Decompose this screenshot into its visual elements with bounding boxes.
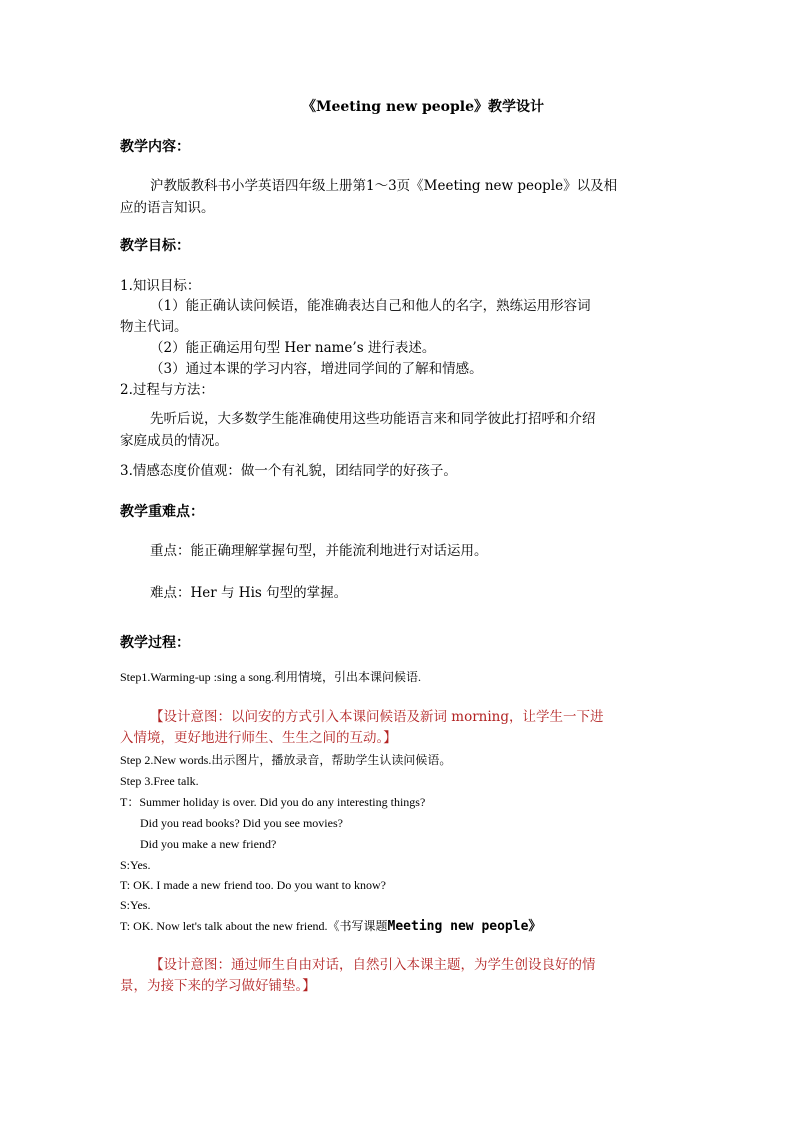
content-paragraph-line2: 应的语言知识。 [120, 200, 215, 216]
heading-process: 教学过程： [120, 635, 190, 651]
document-title: 《Meeting new people》教学设计 [302, 99, 544, 115]
difficult-point: 难点：Her 与 His 句型的掌握。 [150, 585, 348, 601]
knowledge-goal-3: （3）通过本课的学习内容，增进同学间的了解和情感。 [150, 361, 483, 377]
dialogue-line-7 [120, 917, 541, 936]
attitude-goal: 3.情感态度价值观：做一个有礼貌，团结同学的好孩子。 [120, 463, 457, 479]
dialogue-line-6: S:Yes. [120, 898, 151, 912]
knowledge-goal-2: （2）能正确运用句型 Her name’s 进行表述。 [150, 340, 436, 356]
heading-goals: 教学目标： [120, 238, 190, 254]
knowledge-goal-1-line2: 物主代词。 [120, 319, 188, 335]
heading-keypoints: 教学重难点： [120, 504, 204, 520]
knowledge-goal-1-line1: （1）能正确认读问候语，能准确表达自己和他人的名字，熟练运用形容词 [150, 298, 591, 314]
dialogue-line-5: T: OK. I made a new friend too. Do you want to know? [120, 878, 387, 892]
key-point: 重点：能正确理解掌握句型，并能流利地进行对话运用。 [150, 543, 488, 559]
design-intent-1-line1: 【设计意图：以问安的方式引入本课问候语及新词 morning，让学生一下进 [150, 709, 604, 725]
step-2: Step 2.New words.出示图片，播放录音，帮助学生认读问候语。 [120, 753, 452, 767]
dialogue-line-2: Did you read books? Did you see movies? [140, 816, 343, 830]
process-method-line2: 家庭成员的情况。 [120, 433, 228, 449]
dialogue-line-7-prefix: T: OK. Now let's talk about the new friend.《书写课题 [120, 919, 388, 933]
knowledge-goal-label: 1.知识目标： [120, 278, 201, 294]
step-3: Step 3.Free talk. [120, 774, 199, 788]
dialogue-line-3: Did you make a new friend? [140, 837, 277, 851]
process-method-line1: 先听后说，大多数学生能准确使用这些功能语言来和同学彼此打招呼和介绍 [150, 411, 596, 427]
content-paragraph-line1: 沪教版教科书小学英语四年级上册第1～3页《Meeting new people》以及相 [150, 178, 618, 194]
design-intent-2-line1: 【设计意图：通过师生自由对话，自然引入本课主题，为学生创设良好的情 [150, 957, 596, 973]
dialogue-line-4: S:Yes. [120, 858, 151, 872]
lesson-title-inline: Meeting new people》 [387, 919, 542, 934]
step-1: Step1.Warming-up :sing a song.利用情境，引出本课问候语. [120, 670, 422, 684]
design-intent-1-line2: 入情境，更好地进行师生、生生之间的互动。】 [120, 730, 397, 746]
heading-content: 教学内容： [120, 139, 190, 155]
design-intent-2-line2: 景，为接下来的学习做好铺垫。】 [120, 978, 316, 994]
process-method-label: 2.过程与方法： [120, 382, 214, 398]
dialogue-line-1: T：Summer holiday is over. Did you do any interesting things? [120, 795, 426, 809]
